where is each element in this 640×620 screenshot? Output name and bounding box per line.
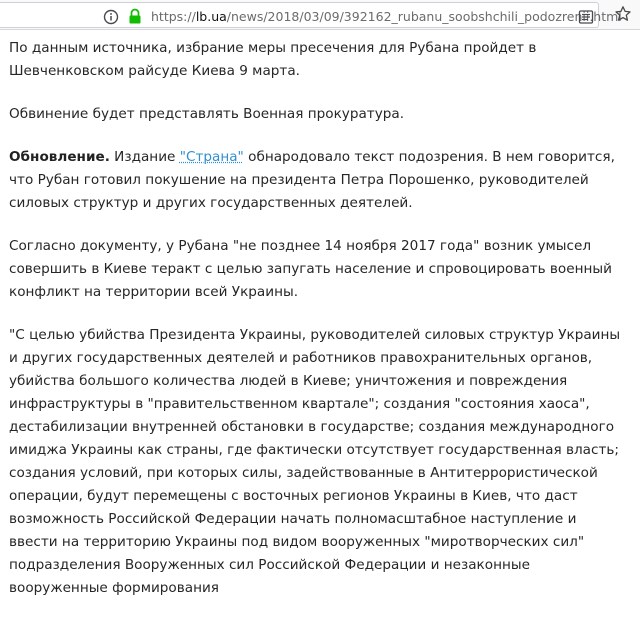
paragraph-document: Согласно документу, у Рубана "не позднее 14 ноября 2017 года" возник умысел совершить в Киеве теракт с целью запугать население и спровоцировать военный конфликт на территории всей Украины. — [9, 238, 612, 300]
info-icon[interactable] — [103, 9, 119, 25]
reader-view-icon[interactable] — [578, 9, 594, 25]
paragraph-source: По данным источника, избрание меры пресечения для Рубана пройдет в Шевченковском райсуде Киева 9 марта. — [9, 40, 537, 79]
bookmark-star-icon[interactable] — [614, 5, 632, 23]
url-path: /news/2018/03/09/392162_rubanu_soobshchili_podozrenii.html — [226, 9, 622, 24]
paragraph-quote: "С целью убийства Президента Украины, руководителей силовых структур Украины и других государственных деятелей и работников правохранительных органов, убийства большого количества людей в Киеве; уничтожения и повреждения инфраструктуры в "правительственном квартале"; создания "состояния хаоса", дестабилизации внутренней обстановки в государстве; создания международного имиджа Украины как страны, где фактически отсутствует государственная власть; создания условий, при которых силы, задействованные в Антитеррористической операции, будут перемещены с восточных регионов Украины в Киев, что даст возможность Российской Федерации начать полномасштабное наступление и ввести на территорию Украины под видом вооруженных "миротворческих сил" подразделения Вооруженных сил Российской Федерации и незаконные вооруженные формирования — [9, 327, 621, 596]
update-text-after-link: обнародовало текст подозрения. В нем говорится, что Рубан готовил покушение на президента Петра Порошенко, руководителей силовых структур и других государственных деятелей. — [9, 149, 615, 211]
url-text[interactable] — [151, 9, 622, 25]
paragraph-prosecution: Обвинение будет представлять Военная прокуратура. — [9, 106, 405, 122]
url-host: lb.ua — [195, 9, 227, 24]
update-label: Обновление. — [9, 149, 110, 165]
lock-icon[interactable] — [128, 8, 142, 25]
update-text-before-link: Издание — [109, 149, 180, 165]
strana-link[interactable]: "Страна" — [179, 149, 244, 165]
url-scheme: https:// — [151, 9, 196, 24]
address-bar[interactable] — [0, 2, 622, 28]
paragraph-update — [9, 146, 624, 215]
article-body — [9, 37, 624, 620]
browser-toolbar — [0, 0, 640, 30]
